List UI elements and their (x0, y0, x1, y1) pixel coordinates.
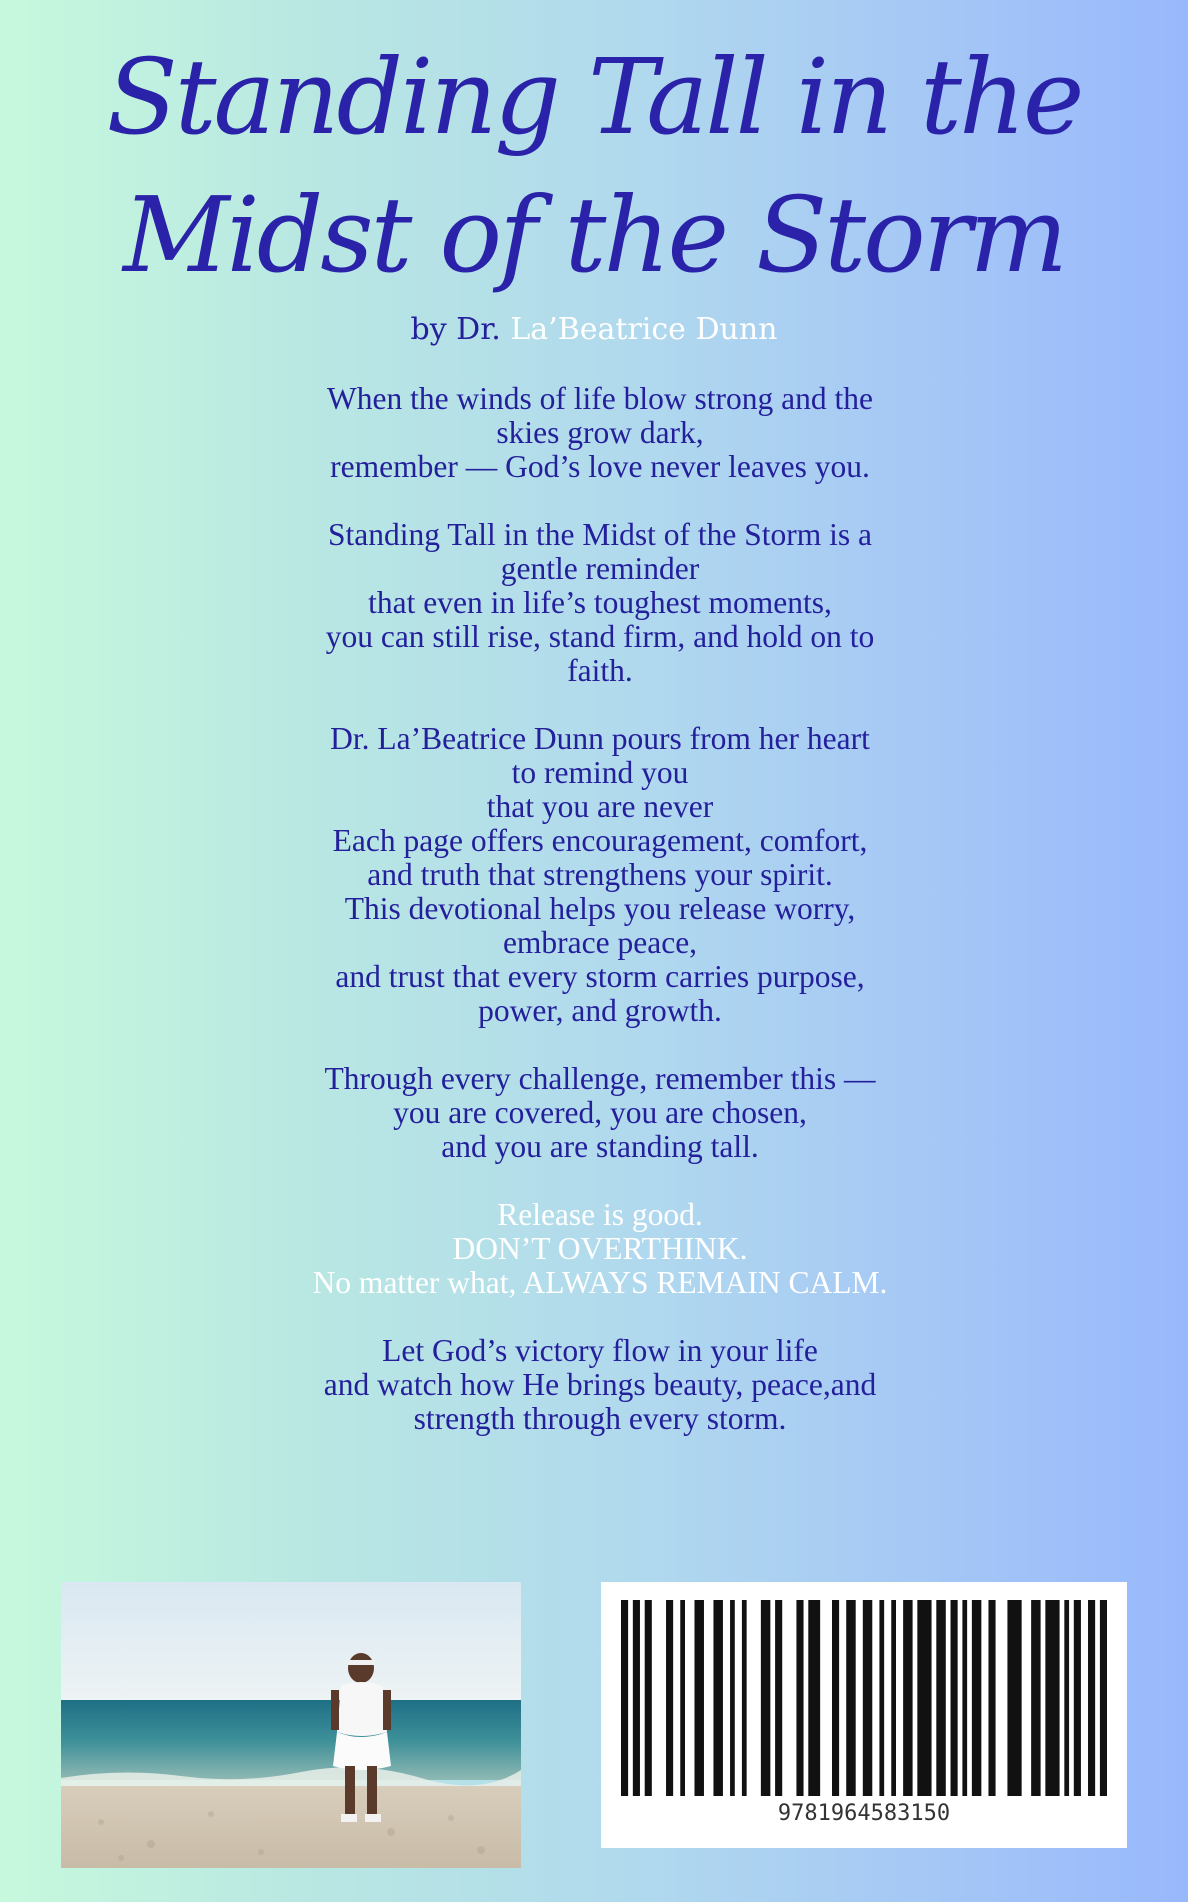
barcode-bar (666, 1600, 673, 1796)
barcode-bar (832, 1600, 839, 1796)
barcode-bar (1031, 1600, 1040, 1796)
barcode-bar (988, 1600, 995, 1796)
blurb-line: and watch how He brings beauty, peace,and (323, 1367, 877, 1402)
blurb-line: Standing Tall in the Midst of the Storm is a (327, 517, 873, 552)
author-name: La’Beatrice Dunn (510, 312, 778, 347)
blurb-line: No matter what, ALWAYS REMAIN CALM. (312, 1265, 888, 1300)
blurb-line: to remind you (511, 755, 689, 790)
blurb-paragraph-6 (250, 1334, 950, 1436)
blurb-line: Through every challenge, remember this — (324, 1061, 876, 1096)
blurb-paragraph-3 (250, 722, 950, 1028)
blurb-paragraph-5 (250, 1198, 950, 1300)
blurb-line: gentle reminder (500, 551, 700, 586)
author-photo (61, 1582, 521, 1868)
barcode-bar (1007, 1600, 1021, 1796)
barcode-bar (713, 1600, 722, 1796)
blurb-line: Let God’s victory flow in your life (382, 1333, 818, 1368)
barcode-bar (879, 1600, 884, 1796)
barcode-bar (846, 1600, 855, 1796)
byline (0, 312, 1188, 347)
blurb-line: Each page offers encouragement, comfort, (332, 823, 868, 858)
barcode-number: 9781964583150 (777, 1801, 951, 1826)
blurb-paragraph-4 (250, 1062, 950, 1164)
blurb-line: embrace peace, (502, 925, 698, 960)
barcode-bar (761, 1600, 770, 1796)
barcode-bar (891, 1600, 896, 1796)
blurb-line: remember — God’s love never leaves you. (330, 449, 870, 484)
barcode-bar (775, 1600, 782, 1796)
barcode-bar (796, 1600, 803, 1796)
blurb-line: strength through every storm. (413, 1401, 787, 1436)
blurb-line: and you are standing tall. (441, 1129, 759, 1164)
blurb-line: power, and growth. (478, 993, 722, 1028)
blurb-line: and trust that every storm carries purpose, (335, 959, 865, 994)
barcode-bar (621, 1600, 628, 1796)
barcode-bar (680, 1600, 685, 1796)
blurb-line: This devotional helps you release worry, (344, 891, 856, 926)
barcode-bar (917, 1600, 931, 1796)
barcode-bar (936, 1600, 945, 1796)
barcode-bar (1064, 1600, 1069, 1796)
barcode-bar (633, 1600, 640, 1796)
blurb-paragraph-2 (250, 518, 950, 688)
barcode-bar (951, 1600, 958, 1796)
barcode-bar (1045, 1600, 1059, 1796)
barcode-bar (1088, 1600, 1095, 1796)
blurb-line: you can still rise, stand firm, and hold on to (325, 619, 875, 654)
barcode-bar (645, 1600, 652, 1796)
blurb-line: that even in life’s toughest moments, (368, 585, 832, 620)
blurb-line: that you are never (486, 789, 714, 824)
blurb-line: faith. (567, 653, 633, 688)
blurb-paragraph-1 (250, 382, 950, 484)
barcode-bar (808, 1600, 820, 1796)
title-line-1: Standing Tall in the (106, 36, 1082, 158)
blurb-line: Release is good. (497, 1197, 703, 1232)
barcode-bar (863, 1600, 872, 1796)
title-line-2: Midst of the Storm (122, 174, 1066, 296)
barcode-bar (972, 1600, 981, 1796)
blurb-line: DON’T OVERTHINK. (452, 1231, 748, 1266)
isbn-barcode (601, 1582, 1127, 1848)
blurb (250, 382, 950, 1470)
barcode-bar (694, 1600, 703, 1796)
blurb-line: and truth that strengthens your spirit. (367, 857, 833, 892)
barcode-bar (730, 1600, 735, 1796)
barcode-bar (742, 1600, 747, 1796)
blurb-line: skies grow dark, (496, 415, 704, 450)
barcode-bar (962, 1600, 967, 1796)
blurb-line: you are covered, you are chosen, (393, 1095, 807, 1130)
barcode-bar (1100, 1600, 1107, 1796)
book-title (0, 28, 1188, 304)
blurb-line: Dr. La’Beatrice Dunn pours from her heart (330, 721, 870, 756)
barcode-bar (1074, 1600, 1081, 1796)
barcode-bar (903, 1600, 912, 1796)
byline-prefix: by Dr. (410, 312, 501, 347)
blurb-line: When the winds of life blow strong and the (327, 381, 873, 416)
barcode-bars (601, 1582, 1127, 1812)
